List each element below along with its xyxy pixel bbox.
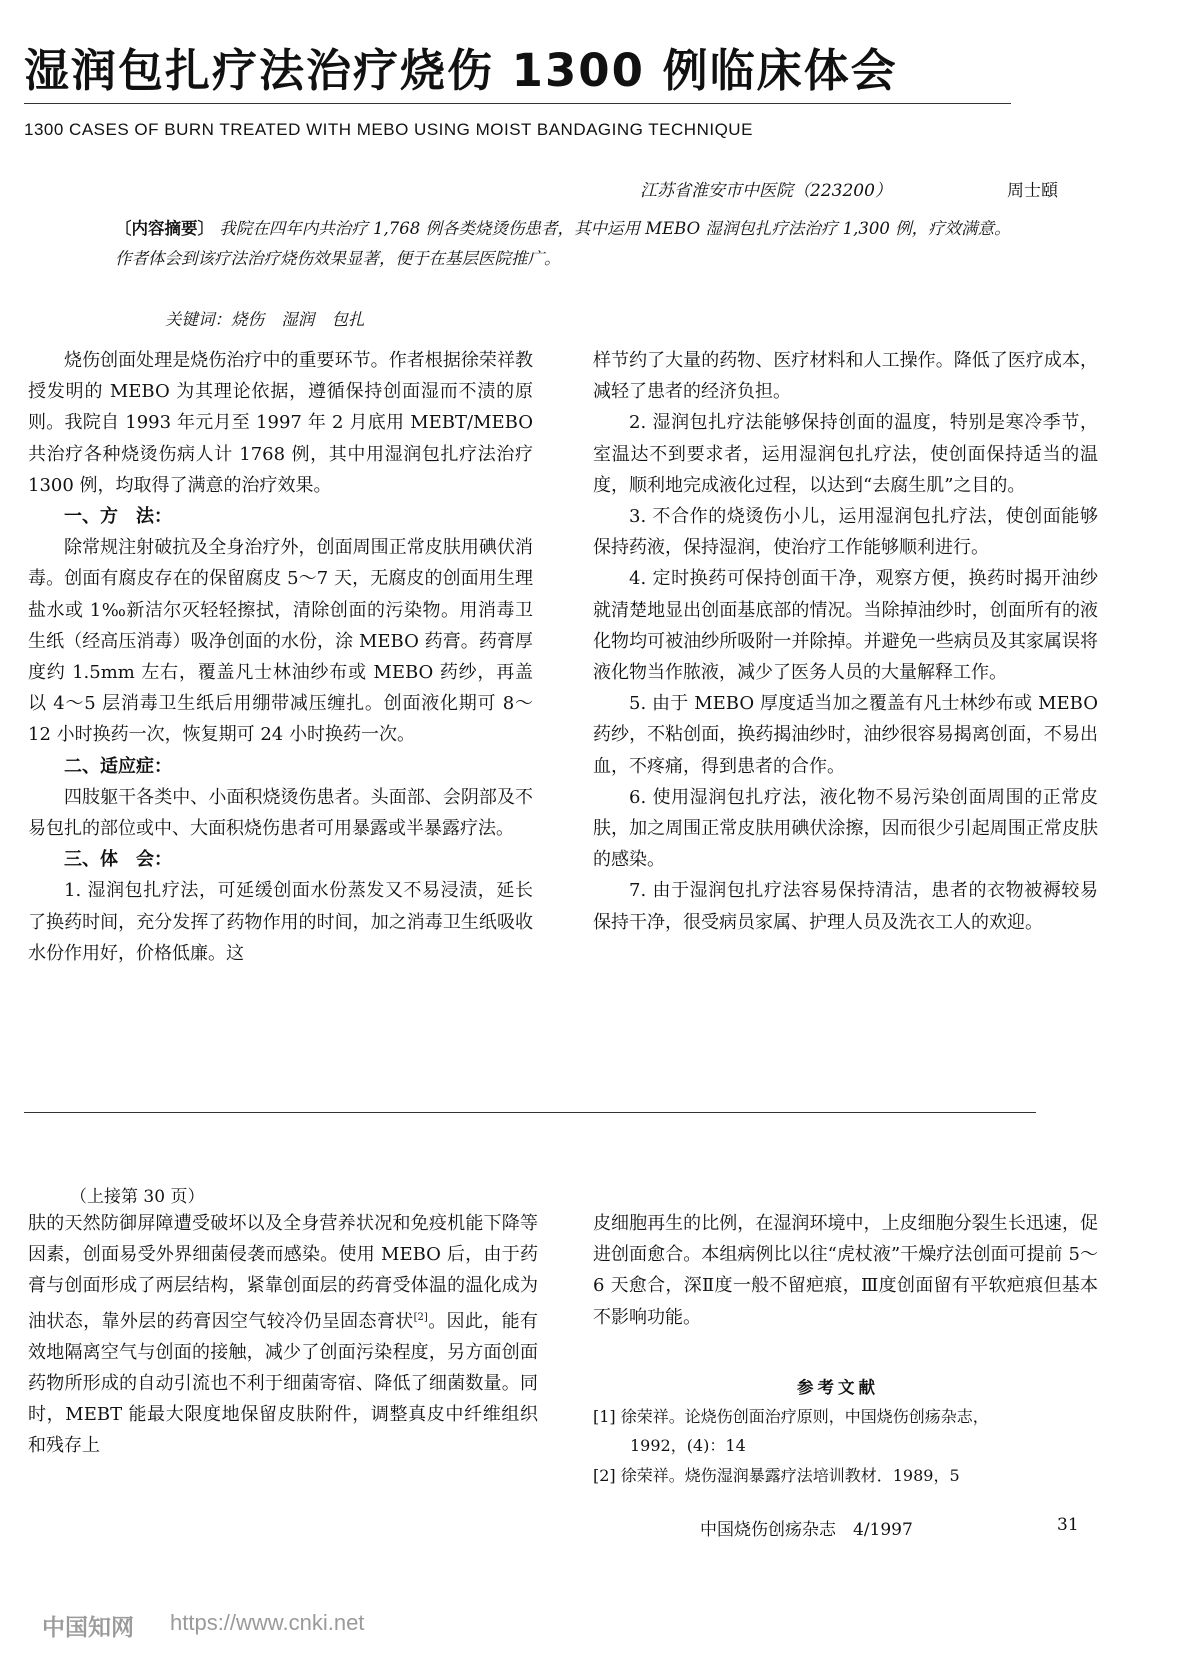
experience-item-7: 7. 由于湿润包扎疗法容易保持清洁，患者的衣物被褥较易保持干净，很受病员家属、护理人员及洗衣工人的欢迎。 — [593, 880, 1098, 933]
method-paragraph: 除常规注射破抗及全身治疗外，创面周围正常皮肤用碘伏消毒。创面有腐皮存在的保留腐皮 5～7 天，无腐皮的创面用生理盐水或 1‰新洁尔灭轻轻擦拭，清除创面的污染物。用消毒卫生纸（经高压消毒）吸净创面的水份，涂 MEBO 药膏。药膏厚度约 1.5mm 左右，覆盖凡士林油纱布或 MEBO 药纱，再盖以 4～5 层消毒卫生纸后用绷带减压缠扎。创面液化期可 8～12 小时换药一次，恢复期可 24 小时换药一次。 — [28, 537, 533, 746]
method-heading: 一、方 法： — [64, 506, 172, 528]
reference-1-line-2: 1992，(4)：14 — [630, 1436, 746, 1455]
keywords: 关键词：烧伤 湿润 包扎 — [165, 310, 365, 329]
article-left-column — [28, 345, 533, 969]
experience-item-5: 5. 由于 MEBO 厚度适当加之覆盖有凡士林纱布或 MEBO 药纱，不粘创面，换药揭油纱时，油纱很容易揭离创面，不易出血，不疼痛，得到患者的合作。 — [593, 693, 1098, 777]
experience-heading: 三、体 会： — [64, 849, 172, 871]
english-title: 1300 CASES OF BURN TREATED WITH MEBO USING MOIST BANDAGING TECHNIQUE — [24, 120, 753, 139]
references-heading: 参考文献 — [797, 1378, 879, 1397]
continuation-right-column — [593, 1208, 1098, 1333]
indication-heading: 二、适应症： — [64, 755, 172, 777]
author-name: 周士頤 — [1007, 181, 1058, 201]
continuation-left-column — [28, 1208, 538, 1462]
reference-2: [2] 徐荣祥。烧伤湿润暴露疗法培训教材．1989，5 — [593, 1466, 960, 1485]
citation-marker: [2] — [413, 1311, 428, 1323]
title-rule — [24, 103, 1011, 104]
experience-item-2: 2. 湿润包扎疗法能够保持创面的温度，特别是寒冷季节，室温达不到要求者，运用湿润包扎疗法，使创面保持适当的温度，顺利地完成液化过程，以达到“去腐生肌”之目的。 — [593, 412, 1098, 496]
continuation-left-text-a: 肤的天然防御屏障遭受破坏以及全身营养状况和免疫机能下降等因素，创面易受外界细菌侵袭而感染。使用 MEBO 后，由于药膏与创面形成了两层结构，紧靠创面层的药膏受体温的温化成为油状态，靠外层的药膏因空气较冷仍呈固态膏状 — [28, 1213, 538, 1332]
section-divider — [24, 1112, 1036, 1113]
abstract-text: 我院在四年内共治疗 1,768 例各类烧烫伤患者，其中运用 MEBO 湿润包扎疗法治疗 1,300 例，疗效满意。作者体会到该疗法治疗烧伤效果显著，便于在基层医院推广。 — [115, 219, 1011, 268]
cnki-logo: 中国知网 — [42, 1615, 134, 1641]
abstract — [115, 214, 1020, 274]
continuation-left-text-b: 。因此，能有效地隔离空气与创面的接触，减少了创面污染程度，另方面创面药物所形成的自动引流也不利于细菌寄宿、降低了细菌数量。同时，MEBT 能最大限度地保留皮肤附件，调整真皮中纤维组织和残存上 — [28, 1310, 539, 1457]
experience-item-1: 1. 湿润包扎疗法，可延缓创面水份蒸发又不易浸渍，延长了换药时间，充分发挥了药物作用的时间，加之消毒卫生纸吸收水份作用好，价格低廉。这 — [28, 880, 533, 964]
experience-item-4: 4. 定时换药可保持创面干净，观察方便，换药时揭开油纱就清楚地显出创面基底部的情况。当除掉油纱时，创面所有的液化物均可被油纱所吸附一并除掉。并避免一些病员及其家属误将液化物当作脓液，减少了医务人员的大量解释工作。 — [593, 568, 1098, 684]
article-title: 湿润包扎疗法治疗烧伤 1300 例临床体会 — [24, 44, 898, 97]
continuation-left-text — [28, 1208, 538, 1462]
indication-paragraph: 四肢躯干各类中、小面积烧烫伤患者。头面部、会阴部及不易包扎的部位或中、大面积烧伤患者可用暴露或半暴露疗法。 — [28, 786, 533, 840]
abstract-label: 〔内容摘要〕 — [115, 219, 214, 238]
continuation-right-text: 皮细胞再生的比例，在湿润环境中，上皮细胞分裂生长迅速，促进创面愈合。本组病例比以往“虎杖液”干燥疗法创面可提前 5～6 天愈合，深Ⅱ度一般不留疤痕，Ⅲ度创面留有平软疤痕但基本不影响功能。 — [593, 1213, 1098, 1328]
journal-footer: 中国烧伤创疡杂志 4/1997 — [700, 1520, 913, 1540]
article-right-column — [593, 345, 1098, 938]
intro-paragraph: 烧伤创面处理是烧伤治疗中的重要环节。作者根据徐荣祥教授发明的 MEBO 为其理论依据，遵循保持创面湿而不渍的原则。我院自 1993 年元月至 1997 年 2 月底用 MEBT/MEBO 共治疗各种烧烫伤病人计 1768 例，其中用湿润包扎疗法治疗 1300 例，均取得了满意的治疗效果。 — [28, 350, 533, 496]
reference-1-line-1: [1] 徐荣祥。论烧伤创面治疗原则，中国烧伤创疡杂志， — [593, 1407, 989, 1426]
continuation-label: （上接第 30 页） — [70, 1187, 205, 1207]
page-number: 31 — [1057, 1515, 1079, 1535]
affiliation: 江苏省淮安市中医院（223200） — [640, 181, 892, 201]
cnki-url-link[interactable]: https://www.cnki.net — [170, 1610, 365, 1635]
experience-item-6: 6. 使用湿润包扎疗法，液化物不易污染创面周围的正常皮肤，加之周围正常皮肤用碘伏涂擦，因而很少引起周围正常皮肤的感染。 — [593, 786, 1098, 871]
experience-item-3: 3. 不合作的烧烫伤小儿，运用湿润包扎疗法，使创面能够保持药液，保持湿润，使治疗工作能够顺利进行。 — [593, 506, 1098, 559]
experience-item-1-continued: 样节约了大量的药物、医疗材料和人工操作。降低了医疗成本，减轻了患者的经济负担。 — [593, 350, 1098, 403]
